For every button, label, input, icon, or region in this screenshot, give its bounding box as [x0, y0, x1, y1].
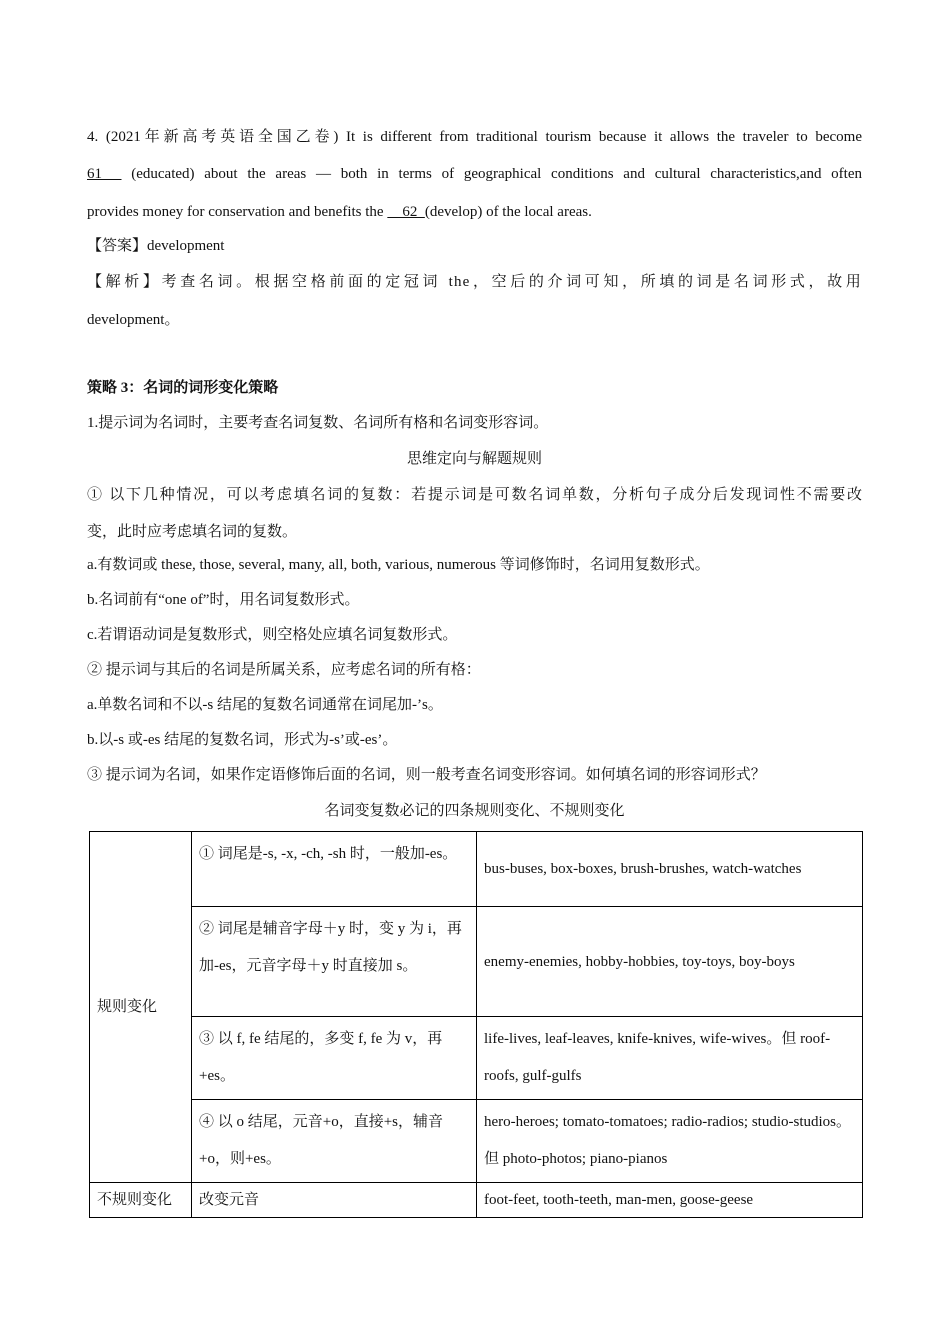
strategy-point-1: 1.提示词为名词时，主要考查名词复数、名词所有格和名词变形容词。 — [87, 415, 549, 431]
strategy-heading: 策略 3：名词的词形变化策略 — [87, 380, 279, 396]
rule-1-line-1: ① 以下几种情况，可以考虑填名词的复数：若提示词是可数名词单数，分析句子成分后发现词性不需要改 — [87, 487, 862, 503]
rule-1-item-c: c.若谓语动词是复数形式，则空格处应填名词复数形式。 — [87, 627, 458, 643]
examples-cell: bus-buses, box-boxes, brush-brushes, watch-watches — [477, 832, 863, 907]
plural-rules-table — [89, 831, 863, 1218]
examples-cell: enemy-enemies, hobby-hobbies, toy-toys, boy-boys — [477, 907, 863, 1017]
rule-2-item-a: a.单数名词和不以-s 结尾的复数名词通常在词尾加-’s。 — [87, 697, 443, 713]
strategy-subtitle: 思维定向与解题规则 — [406, 451, 542, 467]
question-text-2: (educated) about the areas — both in terms of geographical conditions and cultural characteristics,and often — [121, 166, 863, 182]
answer-line: 【答案】development — [87, 238, 225, 254]
rule-3: ③ 提示词为名词，如果作定语修饰后面的名词，则一般考查名词变形容词。如何填名词的形容词形式？ — [87, 767, 766, 783]
question-text-3b: (develop) of the local areas. — [424, 204, 592, 220]
rule-1-item-a: a.有数词或 these, those, several, many, all, both, various, numerous 等词修饰时，名词用复数形式。 — [87, 557, 710, 573]
rule-1-item-b: b.名词前有“one of”时，用名词复数形式。 — [87, 592, 360, 608]
rule-cell: ② 词尾是辅音字母＋y 时，变 y 为 i，再加-es，元音字母＋y 时直接加 s。 — [192, 907, 477, 1017]
question-text-1: 4. (2021年新高考英语全国乙卷) It is different from traditional tourism because it allows the traveler to become — [87, 129, 862, 145]
rule-2: ② 提示词与其后的名词是所属关系，应考虑名词的所有格： — [87, 662, 481, 678]
question-text-3a: provides money for conservation and benefits the — [87, 204, 388, 220]
rule-cell: ③ 以 f, fe 结尾的，多变 f, fe 为 v，再+es。 — [192, 1017, 477, 1100]
table-row — [90, 1183, 863, 1218]
question-line-2 — [87, 156, 862, 193]
rule-cell: 改变元音 — [192, 1183, 477, 1218]
table-row — [90, 907, 863, 1017]
examples-cell: life-lives, leaf-leaves, knife-knives, wife-wives。但 roof-roofs, gulf-gulfs — [477, 1017, 863, 1100]
table-row — [90, 1017, 863, 1100]
analysis-line-1: 【解析】考查名词。根据空格前面的定冠词 the，空后的介词可知，所填的词是名词形式，故用 — [87, 274, 862, 290]
rule-1-line-2: 变，此时应考虑填名词的复数。 — [87, 524, 298, 540]
rule-2-item-b: b.以-s 或-es 结尾的复数名词，形式为-s’或-es’。 — [87, 732, 398, 748]
analysis-line-2: development。 — [87, 312, 180, 328]
blank-61: 61 — [87, 166, 122, 182]
regular-label: 规则变化 — [90, 832, 192, 1183]
irregular-label: 不规则变化 — [90, 1183, 192, 1218]
rule-cell: ④ 以 o 结尾，元音+o，直接+s，辅音+o，则+es。 — [192, 1100, 477, 1183]
blank-62: 62 — [387, 204, 425, 220]
table-row — [90, 1100, 863, 1183]
table-row — [90, 832, 863, 907]
question-line-3 — [87, 194, 862, 231]
rule-cell: ① 词尾是-s, -x, -ch, -sh 时，一般加-es。 — [192, 832, 477, 907]
examples-cell: foot-feet, tooth-teeth, man-men, goose-geese — [477, 1183, 863, 1218]
table-caption: 名词变复数必记的四条规则变化、不规则变化 — [324, 803, 625, 819]
question-line-1 — [87, 119, 862, 156]
examples-cell: hero-heroes; tomato-tomatoes; radio-radios; studio-studios。但 photo-photos; piano-pianos — [477, 1100, 863, 1183]
